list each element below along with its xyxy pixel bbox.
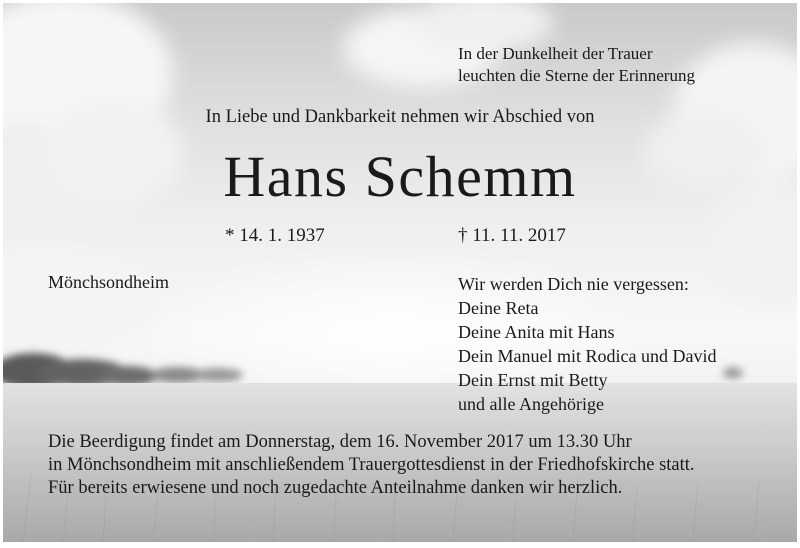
funeral-details-line: in Mönchsondheim mit anschließendem Trauergottesdienst in der Friedhofskirche statt. — [48, 455, 695, 475]
obituary-notice — [3, 3, 797, 542]
funeral-details-line: Die Beerdigung findet am Donnerstag, dem 16. November 2017 um 13.30 Uhr — [48, 432, 632, 452]
mourner-entry: Deine Anita mit Hans — [458, 322, 615, 342]
mourner-entry: Dein Ernst mit Betty — [458, 370, 608, 390]
death-date: † 11. 11. 2017 — [458, 225, 566, 246]
hometown: Mönchsondheim — [48, 272, 169, 292]
mourner-entry: Dein Manuel mit Rodica und David — [458, 346, 717, 366]
funeral-details-line: Für bereits erwiesene und noch zugedachte Anteilnahme danken wir herzlich. — [48, 478, 623, 498]
mourner-entry: und alle Angehörige — [458, 394, 604, 414]
mourners-list — [458, 272, 716, 416]
deceased-name: Hans Schemm — [223, 144, 577, 209]
mourner-entry: Deine Reta — [458, 298, 539, 318]
motto-line: In der Dunkelheit der Trauer — [458, 44, 653, 63]
mourners-heading: Wir werden Dich nie vergessen: — [458, 274, 689, 294]
motto-verse — [458, 43, 695, 87]
funeral-details — [48, 431, 695, 500]
birth-date: * 14. 1. 1937 — [225, 225, 325, 246]
intro-line: In Liebe und Dankbarkeit nehmen wir Abschied von — [205, 107, 595, 127]
motto-line: leuchten die Sterne der Erinnerung — [458, 66, 695, 85]
